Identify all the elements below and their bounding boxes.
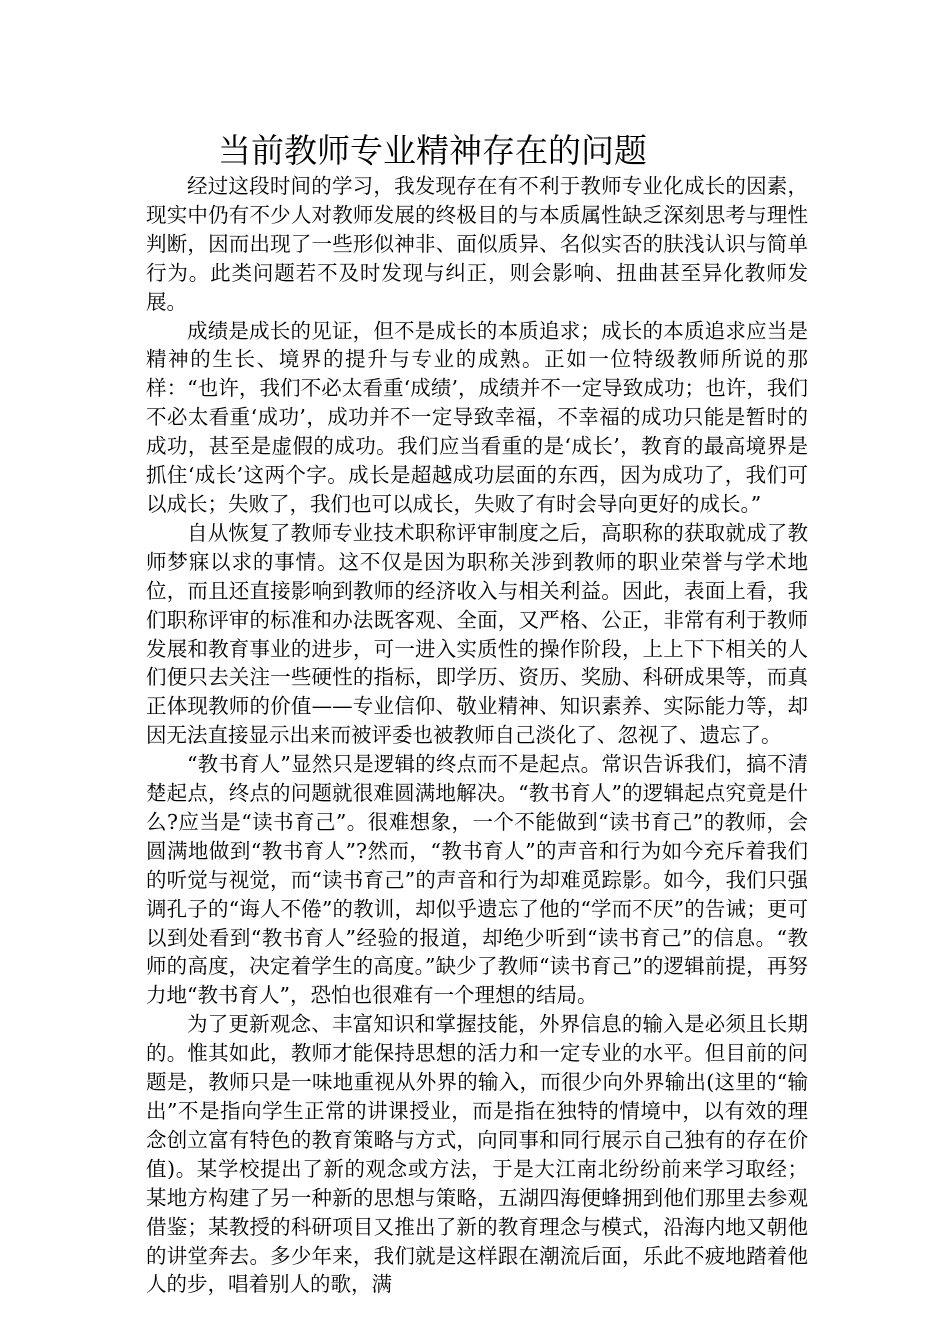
paragraph: 经过这段时间的学习，我发现存在有不利于教师专业化成长的因素，现实中仍有不少人对教师发展的终极目的与本质属性缺乏深刻思考与理性判断，因而出现了一些形似神非、面似质异、名似实否的肤浅认识与简单行为。此类问题若不及时发现与纠正，则会影响、扭曲甚至异化教师发展。 xyxy=(146,174,808,314)
paragraph: 成绩是成长的见证，但不是成长的本质追求；成长的本质追求应当是精神的生长、境界的提升与专业的成熟。正如一位特级教师所说的那样：“也许，我们不必太看重‘成绩’，成绩并不一定导致成功；也许，我们不必太看重‘成功’，成功并不一定导致幸福，不幸福的成功只能是暂时的成功，甚至是虚假的成功。我们应当看重的是‘成长’，教育的最高境界是抓住‘成长’这两个字。成长是超越成功层面的东西，因为成功了，我们可以成长；失败了，我们也可以成长，失败了有时会导向更好的成长。” xyxy=(146,318,808,516)
document-body xyxy=(146,172,808,1299)
paragraph: “教书育人”显然只是逻辑的终点而不是起点。常识告诉我们，搞不清楚起点，终点的问题就很难圆满地解决。“教书育人”的逻辑起点究竟是什么?应当是“读书育己”。很难想象，一个不能做到“读书育己”的教师，会圆满地做到“教书育人”?然而，“教书育人”的声音和行为如今充斥着我们的听觉与视觉，而“读书育己”的声音和行为却难觅踪影。如今，我们只强调孔子的“诲人不倦”的教训，却似乎遗忘了他的“学而不厌”的告诫；更可以到处看到“教书育人”经验的报道，却绝少听到“读书育己”的信息。“教师的高度，决定着学生的高度。”缺少了教师“读书育己”的逻辑前提，再努力地“教书育人”，恐怕也很难有一个理想的结局。 xyxy=(146,752,808,1008)
paragraph: 自从恢复了教师专业技术职称评审制度之后，高职称的获取就成了教师梦寐以求的事情。这不仅是因为职称关涉到教师的职业荣誉与学术地位，而且还直接影响到教师的经济收入与相关利益。因此，表面上看，我们职称评审的标准和办法既客观、全面，又严格、公正，非常有利于教师发展和教育事业的进步，可一进入实质性的操作阶段，上上下下相关的人们便只去关注一些硬性的指标，即学历、资历、奖励、科研成果等，而真正体现教师的价值——专业信仰、敬业精神、知识素养、实际能力等，却因无法直接显示出来而被评委也被教师自己淡化了、忽视了、遗忘了。 xyxy=(146,520,808,748)
document-title: 当前教师专业精神存在的问题 xyxy=(218,131,647,170)
paragraph: 为了更新观念、丰富知识和掌握技能，外界信息的输入是必须且长期的。惟其如此，教师才能保持思想的活力和一定专业的水平。但目前的问题是，教师只是一味地重视从外界的输入，而很少向外界输出(这里的“输出”不是指向学生正常的讲课授业，而是指在独特的情境中，以有效的理念创立富有特色的教育策略与方式，向同事和同行展示自己独有的存在价值)。某学校提出了新的观念或方法，于是大江南北纷纷前来学习取经；某地方构建了另一种新的思想与策略，五湖四海便蜂拥到他们那里去参观借鉴；某教授的科研项目又推出了新的教育理念与模式，沿海内地又朝他的讲堂奔去。多少年来，我们就是这样跟在潮流后面，乐此不疲地踏着他人的步，唱着别人的歌，满 xyxy=(146,1012,808,1297)
